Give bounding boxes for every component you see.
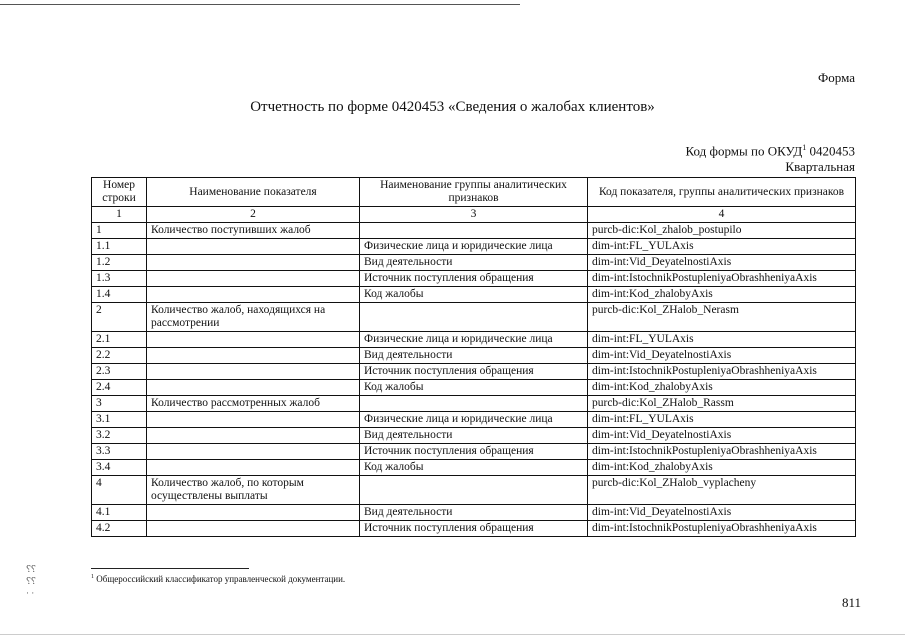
table-row: [92, 460, 856, 476]
page-title: Отчетность по форме 0420453 «Сведения о жалобах клиентов»: [250, 99, 655, 115]
row-number-cell: 3.3: [92, 444, 147, 460]
row-number-cell: 3.1: [92, 412, 147, 428]
group-name-cell: Физические лица и юридические лица: [360, 412, 588, 428]
indicator-name-cell: [147, 364, 360, 380]
indicator-code-cell: dim-int:IstochnikPostupleniyaObrashheniyaAxis: [588, 364, 856, 380]
group-name-cell: Физические лица и юридические лица: [360, 332, 588, 348]
table-row: [92, 428, 856, 444]
indicator-name-cell: Количество рассмотренных жалоб: [147, 396, 360, 412]
column-number: 4: [588, 207, 856, 223]
indicator-name-cell: [147, 287, 360, 303]
group-name-cell: [360, 396, 588, 412]
table-column-numbers-row: [92, 207, 856, 223]
table-row: [92, 348, 856, 364]
page-number: 811: [841, 595, 861, 610]
indicator-name-cell: [147, 348, 360, 364]
row-number-cell: 2.2: [92, 348, 147, 364]
margin-marks: ⸮⸮ ⸮⸮ · ·: [26, 564, 36, 598]
row-number-cell: 2.3: [92, 364, 147, 380]
row-number-cell: 2.1: [92, 332, 147, 348]
row-number-cell: 4.2: [92, 521, 147, 537]
okud-line: [686, 140, 855, 159]
row-number-cell: 1.1: [92, 239, 147, 255]
table-row: [92, 505, 856, 521]
header-indicator-name: Наименование показателя: [147, 178, 360, 207]
row-number-cell: 4.1: [92, 505, 147, 521]
indicators-table: [91, 177, 856, 537]
group-name-cell: Физические лица и юридические лица: [360, 239, 588, 255]
footnote: [91, 574, 345, 584]
indicator-name-cell: [147, 505, 360, 521]
row-number-cell: 2: [92, 303, 147, 332]
indicator-name-cell: [147, 380, 360, 396]
column-number: 2: [147, 207, 360, 223]
group-name-cell: [360, 223, 588, 239]
row-number-cell: 1: [92, 223, 147, 239]
okud-block: [686, 140, 855, 175]
indicator-code-cell: purcb-dic:Kol_ZHalob_vyplacheny: [588, 476, 856, 505]
row-number-cell: 3.2: [92, 428, 147, 444]
column-number: 3: [360, 207, 588, 223]
indicator-code-cell: dim-int:IstochnikPostupleniyaObrashheniyaAxis: [588, 444, 856, 460]
group-name-cell: [360, 303, 588, 332]
row-number-cell: 3.4: [92, 460, 147, 476]
indicator-name-cell: [147, 428, 360, 444]
group-name-cell: Вид деятельности: [360, 505, 588, 521]
row-number-cell: 1.3: [92, 271, 147, 287]
table-row: [92, 364, 856, 380]
period-label: Квартальная: [785, 159, 855, 175]
row-number-cell: 1.2: [92, 255, 147, 271]
group-name-cell: Источник поступления обращения: [360, 521, 588, 537]
table-row: [92, 303, 856, 332]
group-name-cell: Код жалобы: [360, 460, 588, 476]
indicator-name-cell: [147, 271, 360, 287]
header-indicator-code: Код показателя, группы аналитических признаков: [588, 178, 856, 207]
header-group-name: Наименование группы аналитических признаков: [360, 178, 588, 207]
indicator-code-cell: dim-int:Vid_DeyatelnostiAxis: [588, 255, 856, 271]
indicator-name-cell: Количество жалоб, находящихся на рассмотрении: [147, 303, 360, 332]
indicator-code-cell: dim-int:FL_YULAxis: [588, 412, 856, 428]
indicator-code-cell: dim-int:Vid_DeyatelnostiAxis: [588, 348, 856, 364]
indicator-code-cell: dim-int:Kod_zhalobyAxis: [588, 287, 856, 303]
table-body: [92, 223, 856, 537]
indicator-name-cell: Количество поступивших жалоб: [147, 223, 360, 239]
row-number-cell: 1.4: [92, 287, 147, 303]
indicator-code-cell: dim-int:FL_YULAxis: [588, 239, 856, 255]
indicator-code-cell: dim-int:Kod_zhalobyAxis: [588, 460, 856, 476]
bottom-rule: [0, 634, 905, 635]
column-number: 1: [92, 207, 147, 223]
indicator-code-cell: dim-int:Vid_DeyatelnostiAxis: [588, 428, 856, 444]
top-rule: [0, 4, 520, 5]
indicator-name-cell: Количество жалоб, по которым осуществлены выплаты: [147, 476, 360, 505]
table-row: [92, 287, 856, 303]
indicator-name-cell: [147, 444, 360, 460]
group-name-cell: Источник поступления обращения: [360, 364, 588, 380]
table-row: [92, 255, 856, 271]
indicator-code-cell: dim-int:Vid_DeyatelnostiAxis: [588, 505, 856, 521]
indicator-name-cell: [147, 332, 360, 348]
indicator-name-cell: [147, 521, 360, 537]
table-row: [92, 396, 856, 412]
table-row: [92, 412, 856, 428]
table-row: [92, 476, 856, 505]
table-row: [92, 223, 856, 239]
indicator-code-cell: dim-int:IstochnikPostupleniyaObrashheniyaAxis: [588, 521, 856, 537]
indicator-code-cell: dim-int:Kod_zhalobyAxis: [588, 380, 856, 396]
group-name-cell: Код жалобы: [360, 380, 588, 396]
indicator-name-cell: [147, 239, 360, 255]
table-row: [92, 444, 856, 460]
group-name-cell: Код жалобы: [360, 287, 588, 303]
group-name-cell: Вид деятельности: [360, 348, 588, 364]
table-row: [92, 271, 856, 287]
indicator-code-cell: purcb-dic:Kol_ZHalob_Nerasm: [588, 303, 856, 332]
group-name-cell: Вид деятельности: [360, 255, 588, 271]
table-row: [92, 332, 856, 348]
table-row: [92, 521, 856, 537]
indicator-name-cell: [147, 412, 360, 428]
table-row: [92, 380, 856, 396]
indicator-code-cell: purcb-dic:Kol_zhalob_postupilo: [588, 223, 856, 239]
indicator-name-cell: [147, 460, 360, 476]
indicator-code-cell: dim-int:FL_YULAxis: [588, 332, 856, 348]
indicator-code-cell: purcb-dic:Kol_ZHalob_Rassm: [588, 396, 856, 412]
footnote-marker: 1: [91, 574, 94, 580]
okud-footnote-ref: 1: [802, 143, 807, 152]
indicator-name-cell: [147, 255, 360, 271]
group-name-cell: [360, 476, 588, 505]
table-row: [92, 239, 856, 255]
okud-label: Код формы по ОКУД: [685, 143, 803, 159]
okud-code: 0420453: [809, 143, 855, 159]
indicator-code-cell: dim-int:IstochnikPostupleniyaObrashheniyaAxis: [588, 271, 856, 287]
table-header-row: [92, 178, 856, 207]
group-name-cell: Источник поступления обращения: [360, 271, 588, 287]
row-number-cell: 2.4: [92, 380, 147, 396]
group-name-cell: Вид деятельности: [360, 428, 588, 444]
row-number-cell: 4: [92, 476, 147, 505]
footnote-text: Общероссийский классификатор управленческой документации.: [96, 574, 346, 584]
form-label: Форма: [818, 70, 855, 85]
footnote-rule: [91, 568, 249, 569]
group-name-cell: Источник поступления обращения: [360, 444, 588, 460]
header-row-number: Номер строки: [92, 178, 147, 207]
row-number-cell: 3: [92, 396, 147, 412]
